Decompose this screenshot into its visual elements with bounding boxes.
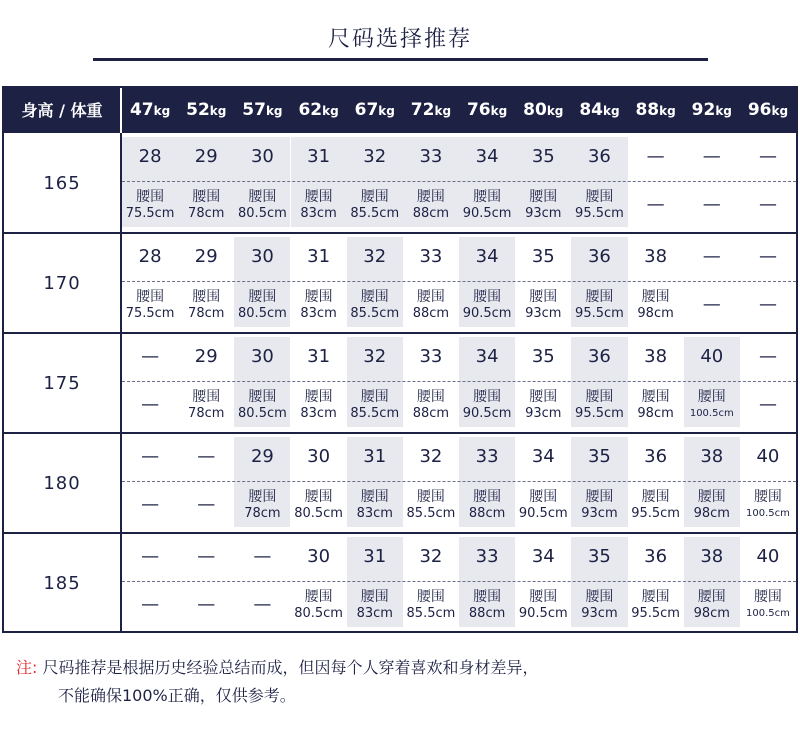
waist-label: 腰围	[416, 289, 445, 305]
waist-value: 83cm	[356, 506, 393, 521]
waist-label: 腰围	[360, 489, 389, 505]
size-value: 30	[250, 346, 274, 367]
note-mark: 注:	[16, 658, 38, 677]
waist-label: 腰围	[416, 589, 445, 605]
size-unavailable: —	[702, 246, 721, 267]
weight-header-88	[628, 88, 684, 133]
waist-value: 95.5cm	[575, 206, 624, 221]
waist-cell	[291, 489, 347, 522]
waist-cell	[684, 389, 740, 422]
weight-header-57	[234, 88, 290, 133]
waist-cell	[234, 489, 290, 522]
size-table	[2, 86, 798, 633]
waist-value: 88cm	[468, 506, 506, 521]
note-line-1: 尺码推荐是根据历史经验总结而成，但因每个人穿着喜欢和身材差异，	[42, 658, 539, 677]
size-value: 32	[419, 546, 443, 567]
waist-value: 93cm	[525, 306, 562, 321]
note-line-2: 不能确保100%正确，仅供参考。	[58, 686, 296, 705]
waist-label: 腰围	[697, 589, 726, 605]
waist-value: 98cm	[637, 306, 674, 321]
waist-cell	[684, 489, 740, 522]
waist-label: 腰围	[248, 489, 277, 505]
waist-cell	[628, 489, 684, 522]
size-value: 35	[587, 446, 611, 467]
waist-label: 腰围	[192, 389, 221, 405]
size-value: 29	[194, 146, 218, 167]
waist-cell	[347, 589, 403, 622]
waist-cell	[403, 189, 459, 222]
size-value: 36	[644, 546, 668, 567]
weight-header-84	[571, 88, 627, 133]
size-value: 30	[250, 246, 274, 267]
waist-value: 83cm	[300, 206, 337, 221]
size-unavailable: —	[702, 146, 721, 167]
waist-value: 90.5cm	[518, 506, 568, 521]
waist-label: 腰围	[473, 389, 502, 405]
waist-cell	[515, 489, 571, 522]
waist-cell	[403, 289, 459, 322]
waist-cell	[628, 289, 684, 322]
size-unavailable: —	[253, 546, 272, 567]
waist-unavailable: —	[253, 594, 272, 615]
waist-cell	[403, 589, 459, 622]
waist-value: 88cm	[412, 306, 450, 321]
waist-cell	[571, 589, 627, 622]
waist-label: 腰围	[473, 289, 502, 305]
weight-unit: kg	[265, 104, 283, 118]
waist-cell	[178, 189, 234, 222]
waist-unavailable: —	[197, 494, 216, 515]
size-unavailable: —	[758, 146, 777, 167]
waist-cell	[571, 389, 627, 422]
waist-value: 85.5cm	[350, 206, 400, 221]
waist-value: 78cm	[188, 206, 225, 221]
size-value: 31	[307, 146, 331, 167]
waist-cell	[291, 589, 347, 622]
waist-cell	[628, 589, 684, 622]
weight-header-76	[459, 88, 515, 133]
waist-label: 腰围	[641, 289, 670, 305]
size-unavailable: —	[141, 546, 160, 567]
waist-value: 78cm	[244, 506, 281, 521]
weight-unit: kg	[715, 104, 732, 118]
weight-header-96	[740, 88, 796, 133]
size-value: 34	[475, 146, 499, 167]
size-unavailable: —	[758, 346, 777, 367]
weight-header-62	[291, 88, 347, 133]
waist-cell	[459, 189, 515, 222]
waist-value: 100.5cm	[746, 508, 790, 519]
waist-cell	[291, 289, 347, 322]
waist-label: 腰围	[248, 389, 277, 405]
waist-cell	[347, 189, 403, 222]
waist-label: 腰围	[192, 289, 221, 305]
size-value: 34	[531, 446, 555, 467]
weight-header-72	[403, 88, 459, 133]
waist-cell	[347, 289, 403, 322]
waist-unavailable: —	[702, 294, 721, 315]
size-value: 34	[531, 546, 555, 567]
size-value: 32	[363, 346, 387, 367]
height-label: 175	[43, 373, 81, 394]
row-dashed-divider	[122, 181, 796, 182]
size-unavailable: —	[141, 346, 160, 367]
weight-header-52	[178, 88, 234, 133]
size-value: 30	[250, 146, 274, 167]
waist-cell	[515, 589, 571, 622]
waist-label: 腰围	[473, 189, 502, 205]
weight-header-67	[347, 88, 403, 133]
waist-value: 90.5cm	[462, 306, 512, 321]
waist-label: 腰围	[529, 289, 558, 305]
weight-unit: kg	[771, 104, 789, 118]
size-unavailable: —	[646, 146, 665, 167]
waist-label: 腰围	[585, 189, 614, 205]
waist-cell	[403, 489, 459, 522]
row-dashed-divider	[122, 581, 796, 582]
weight-value: 96	[747, 100, 772, 120]
table-header	[4, 88, 796, 133]
waist-value: 90.5cm	[462, 206, 512, 221]
waist-cell	[122, 289, 178, 322]
size-value: 36	[587, 346, 611, 367]
size-unavailable: —	[141, 446, 160, 467]
waist-cell	[459, 589, 515, 622]
waist-cell	[347, 389, 403, 422]
size-value: 33	[475, 546, 499, 567]
waist-cell	[291, 389, 347, 422]
weight-value: 62	[298, 100, 323, 120]
waist-cell	[347, 489, 403, 522]
size-value: 38	[700, 446, 724, 467]
waist-cell	[459, 289, 515, 322]
waist-label: 腰围	[641, 489, 670, 505]
waist-value: 85.5cm	[350, 306, 400, 321]
waist-cell	[740, 489, 796, 522]
weight-value: 72	[410, 100, 435, 120]
waist-value: 93cm	[525, 206, 562, 221]
weight-unit: kg	[209, 104, 227, 118]
waist-label: 腰围	[416, 389, 445, 405]
waist-label: 腰围	[473, 489, 502, 505]
size-value: 28	[138, 246, 162, 267]
waist-cell	[291, 189, 347, 222]
waist-value: 85.5cm	[406, 506, 456, 521]
waist-label: 腰围	[473, 589, 502, 605]
waist-unavailable: —	[758, 294, 777, 315]
size-value: 40	[756, 446, 780, 467]
waist-label: 腰围	[641, 589, 670, 605]
waist-label: 腰围	[304, 189, 333, 205]
waist-label: 腰围	[248, 289, 277, 305]
size-unavailable: —	[197, 546, 216, 567]
waist-value: 80.5cm	[294, 606, 343, 621]
weight-header-47	[122, 88, 178, 133]
waist-cell	[515, 189, 571, 222]
waist-cell	[178, 389, 234, 422]
waist-label: 腰围	[192, 189, 221, 205]
height-row-180	[4, 433, 796, 533]
waist-cell	[515, 389, 571, 422]
weight-value: 92	[691, 100, 716, 120]
waist-label: 腰围	[248, 189, 277, 205]
size-value: 31	[363, 546, 387, 567]
size-value: 35	[531, 246, 555, 267]
size-value: 31	[307, 346, 331, 367]
size-value: 35	[531, 146, 555, 167]
size-unavailable: —	[758, 246, 777, 267]
weight-value: 80	[523, 100, 547, 120]
row-dashed-divider	[122, 481, 796, 482]
waist-value: 83cm	[300, 306, 337, 321]
header-label: 身高 / 体重	[21, 101, 103, 120]
size-value: 36	[644, 446, 668, 467]
size-value: 36	[587, 146, 611, 167]
waist-label: 腰围	[529, 189, 558, 205]
size-value: 30	[307, 546, 331, 567]
size-value: 33	[419, 246, 443, 267]
height-label: 180	[43, 473, 81, 494]
waist-label: 腰围	[304, 289, 333, 305]
size-value: 29	[194, 246, 218, 267]
weight-header-80	[515, 88, 571, 133]
waist-value: 80.5cm	[238, 406, 287, 421]
waist-label: 腰围	[136, 189, 165, 205]
size-value: 40	[756, 546, 780, 567]
waist-label: 腰围	[360, 389, 389, 405]
waist-value: 95.5cm	[575, 406, 624, 421]
waist-cell	[178, 289, 234, 322]
size-value: 29	[250, 446, 274, 467]
weight-header-92	[684, 88, 740, 133]
waist-cell	[234, 389, 290, 422]
waist-label: 腰围	[529, 589, 558, 605]
waist-label: 腰围	[136, 289, 165, 305]
waist-value: 95.5cm	[631, 506, 680, 521]
waist-unavailable: —	[197, 594, 216, 615]
size-value: 38	[644, 346, 668, 367]
waist-unavailable: —	[758, 194, 777, 215]
size-value: 33	[475, 446, 499, 467]
waist-cell	[403, 389, 459, 422]
weight-unit: kg	[434, 104, 452, 118]
waist-value: 78cm	[188, 406, 225, 421]
waist-label: 腰围	[585, 289, 614, 305]
weight-unit: kg	[153, 104, 171, 118]
waist-value: 95.5cm	[631, 606, 680, 621]
waist-unavailable: —	[141, 594, 160, 615]
size-value: 38	[644, 246, 668, 267]
waist-value: 75.5cm	[125, 306, 175, 321]
waist-value: 83cm	[300, 406, 337, 421]
height-label: 165	[43, 173, 81, 194]
weight-value: 67	[354, 100, 379, 120]
waist-value: 95.5cm	[575, 306, 624, 321]
weight-unit: kg	[659, 104, 676, 118]
waist-value: 78cm	[188, 306, 225, 321]
title-underline	[93, 58, 708, 61]
waist-value: 75.5cm	[125, 206, 175, 221]
waist-label: 腰围	[304, 489, 333, 505]
weight-value: 76	[466, 100, 491, 120]
waist-unavailable: —	[702, 194, 721, 215]
weight-unit: kg	[490, 104, 508, 118]
waist-value: 88cm	[412, 406, 450, 421]
waist-cell	[740, 589, 796, 622]
waist-cell	[684, 589, 740, 622]
waist-unavailable: —	[141, 394, 160, 415]
page-title: 尺码选择推荐	[327, 27, 472, 52]
waist-cell	[122, 189, 178, 222]
waist-cell	[459, 489, 515, 522]
waist-value: 98cm	[693, 606, 730, 621]
waist-label: 腰围	[360, 589, 389, 605]
waist-value: 80.5cm	[294, 506, 343, 521]
waist-label: 腰围	[360, 189, 389, 205]
weight-unit: kg	[322, 104, 339, 118]
weight-value: 84	[579, 100, 603, 120]
size-value: 38	[700, 546, 724, 567]
height-row-165	[4, 133, 796, 233]
size-value: 36	[587, 246, 611, 267]
row-dashed-divider	[122, 381, 796, 382]
size-value: 29	[194, 346, 218, 367]
size-value: 31	[363, 446, 387, 467]
size-value: 33	[419, 146, 443, 167]
waist-value: 100.5cm	[689, 408, 734, 419]
waist-value: 85.5cm	[350, 406, 400, 421]
waist-label: 腰围	[360, 289, 389, 305]
waist-label: 腰围	[529, 389, 558, 405]
weight-unit: kg	[602, 104, 620, 118]
waist-unavailable: —	[141, 494, 160, 515]
footnote	[16, 654, 539, 710]
size-value: 34	[475, 346, 499, 367]
row-dashed-divider	[122, 281, 796, 282]
waist-value: 93cm	[581, 606, 618, 621]
weight-unit: kg	[378, 104, 395, 118]
size-unavailable: —	[197, 446, 216, 467]
waist-value: 100.5cm	[746, 608, 790, 619]
waist-label: 腰围	[585, 589, 614, 605]
waist-cell	[571, 289, 627, 322]
waist-value: 98cm	[693, 506, 730, 521]
height-row-185	[4, 533, 796, 633]
size-value: 32	[363, 246, 387, 267]
waist-value: 85.5cm	[406, 606, 456, 621]
waist-value: 80.5cm	[238, 206, 287, 221]
waist-cell	[234, 289, 290, 322]
waist-value: 90.5cm	[518, 606, 568, 621]
waist-cell	[571, 489, 627, 522]
height-column-divider	[120, 133, 122, 631]
size-value: 35	[587, 546, 611, 567]
waist-label: 腰围	[641, 389, 670, 405]
waist-label: 腰围	[304, 589, 333, 605]
waist-value: 93cm	[581, 506, 618, 521]
waist-value: 80.5cm	[238, 306, 287, 321]
height-row-170	[4, 233, 796, 333]
waist-unavailable: —	[646, 194, 665, 215]
waist-cell	[459, 389, 515, 422]
weight-value: 47	[129, 100, 154, 120]
waist-cell	[234, 189, 290, 222]
height-row-175	[4, 333, 796, 433]
size-value: 30	[307, 446, 331, 467]
waist-label: 腰围	[585, 389, 614, 405]
weight-value: 88	[635, 100, 660, 120]
height-label: 170	[43, 273, 81, 294]
height-label: 185	[43, 573, 81, 594]
waist-cell	[515, 289, 571, 322]
waist-unavailable: —	[758, 394, 777, 415]
waist-value: 93cm	[525, 406, 562, 421]
weight-unit: kg	[546, 104, 564, 118]
waist-value: 90.5cm	[462, 406, 512, 421]
size-value: 31	[307, 246, 331, 267]
waist-value: 83cm	[356, 606, 393, 621]
waist-label: 腰围	[585, 489, 614, 505]
waist-cell	[571, 189, 627, 222]
size-value: 32	[419, 446, 443, 467]
size-value: 33	[419, 346, 443, 367]
weight-value: 57	[242, 100, 266, 120]
waist-label: 腰围	[529, 489, 558, 505]
size-value: 40	[700, 346, 724, 367]
waist-label: 腰围	[416, 189, 445, 205]
waist-value: 88cm	[468, 606, 506, 621]
waist-label: 腰围	[753, 589, 782, 605]
waist-cell	[628, 389, 684, 422]
size-value: 28	[138, 146, 162, 167]
waist-label: 腰围	[697, 389, 726, 405]
size-value: 35	[531, 346, 555, 367]
size-value: 32	[363, 146, 387, 167]
waist-value: 98cm	[637, 406, 674, 421]
waist-label: 腰围	[416, 489, 445, 505]
waist-label: 腰围	[304, 389, 333, 405]
size-value: 34	[475, 246, 499, 267]
waist-value: 88cm	[412, 206, 450, 221]
waist-label: 腰围	[753, 489, 782, 505]
weight-value: 52	[186, 100, 210, 120]
waist-label: 腰围	[697, 489, 726, 505]
